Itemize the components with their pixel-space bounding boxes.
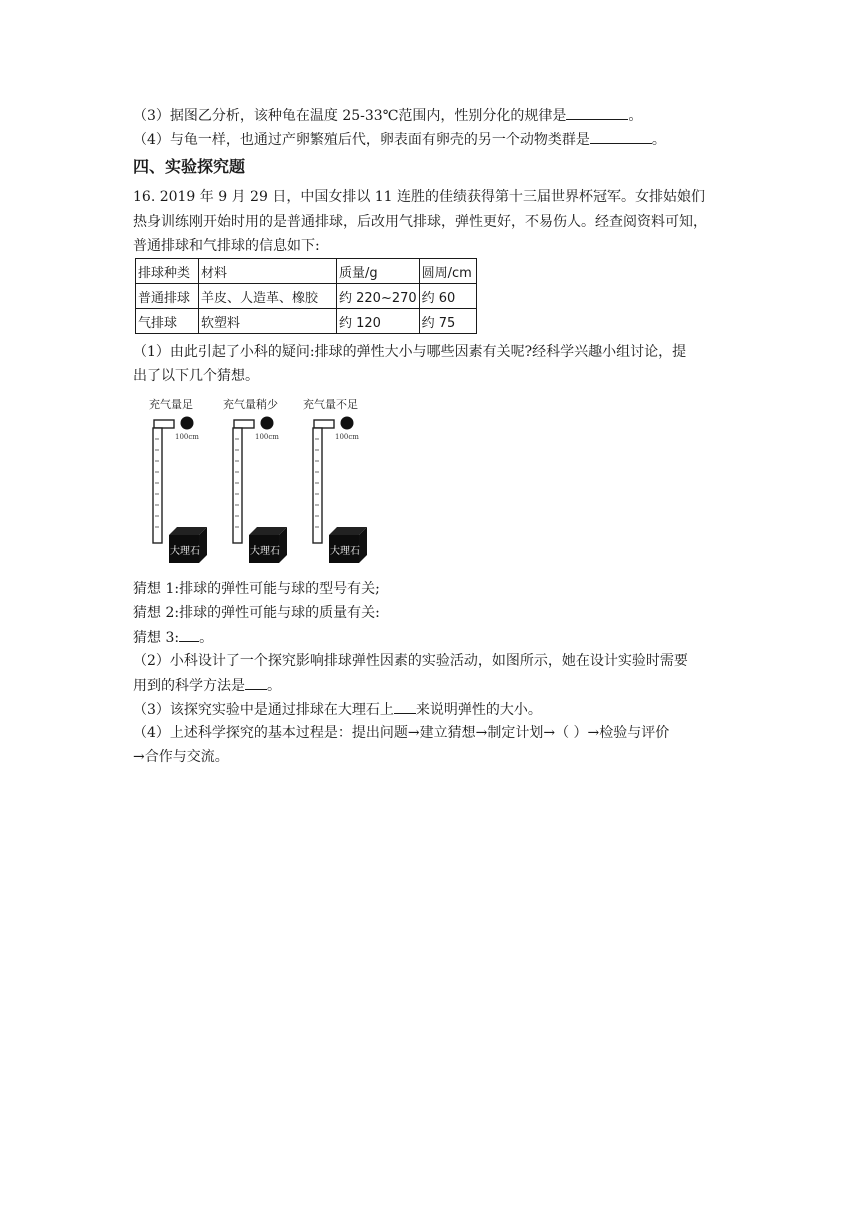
sub-question-3-text: （3）该探究实验中是通过排球在大理石上 [133, 702, 394, 718]
sub-question-1-line-1: （1）由此引起了小科的疑问:排球的弹性大小与哪些因素有关呢?经科学兴趣小组讨论，提 [133, 344, 687, 360]
ball-icon [341, 417, 354, 430]
sub-question-3-line [133, 699, 542, 720]
table-header-cell: 材料 [199, 259, 337, 284]
sub-question-2-suffix: 。 [267, 678, 281, 694]
table-cell: 约 75 [419, 309, 476, 334]
answer-blank [179, 627, 199, 642]
question-4-line [133, 129, 666, 150]
volleyball-info-table [135, 258, 477, 334]
marble-label: 大理石 [330, 546, 360, 557]
panel-label: 充气量稍少 [223, 398, 278, 411]
ball-icon [181, 417, 194, 430]
table-cell: 普通排球 [136, 284, 199, 309]
height-label: 100cm [175, 433, 199, 441]
release-bracket [154, 420, 174, 428]
answer-blank [245, 675, 267, 690]
guess-2: 猜想 2:排球的弹性可能与球的质量有关: [133, 605, 380, 621]
q16-intro-line-2: 热身训练刚开始时用的是普通排球，后改用气排球，弹性更好，不易伤人。经查阅资料可知， [133, 214, 707, 230]
bounce-experiment-figure [143, 395, 383, 571]
guess-3-text: 猜想 3: [133, 630, 180, 646]
ball-icon [261, 417, 274, 430]
marble-label: 大理石 [250, 546, 280, 557]
q16-intro-line-1: 16. 2019 年 9 月 29 日，中国女排以 11 连胜的佳绩获得第十三届世界杯冠军。女排姑娘们 [133, 189, 706, 205]
question-3-text: （3）据图乙分析，该种龟在温度 25-33℃范围内，性别分化的规律是 [133, 108, 567, 124]
sub-question-3-suffix: 来说明弹性的大小。 [415, 702, 542, 718]
question-4-suffix: 。 [651, 132, 666, 148]
table-cell: 气排球 [136, 309, 199, 334]
answer-blank [590, 129, 652, 144]
table-cell: 羊皮、人造革、橡胶 [199, 284, 337, 309]
question-3-suffix: 。 [628, 108, 643, 124]
sub-question-1-line-2: 出了以下几个猜想。 [133, 368, 259, 384]
ruler-icon [153, 428, 162, 543]
experiment-panel-full [149, 397, 207, 563]
ruler-icon [313, 428, 322, 543]
table-header-cell: 圆周/cm [419, 259, 476, 284]
table-cell: 约 220~270 [337, 284, 420, 309]
answer-blank [566, 105, 628, 120]
question-4-text: （4）与龟一样，也通过产卵繁殖后代，卵表面有卵壳的另一个动物类群是 [133, 132, 590, 148]
guess-3-suffix: 。 [199, 630, 214, 646]
sub-question-2-line-1: （2）小科设计了一个探究影响排球弹性因素的实验活动，如图所示，她在设计实验时需要 [133, 653, 688, 669]
sub-question-2-text: 用到的科学方法是 [133, 678, 245, 694]
release-bracket [234, 420, 254, 428]
experiment-panel-insufficient [303, 397, 367, 563]
table-cell: 软塑料 [199, 309, 337, 334]
table-row [136, 309, 477, 334]
question-3-line [133, 105, 642, 126]
sub-question-4-line-2: →合作与交流。 [133, 749, 229, 765]
table-header-cell: 质量/g [337, 259, 420, 284]
q16-intro-line-3: 普通排球和气排球的信息如下: [133, 238, 320, 254]
sub-question-4-line-1: （4）上述科学探究的基本过程是：提出问题→建立猜想→制定计划→（ ）→检验与评价 [133, 725, 670, 741]
table-header-row [136, 259, 477, 284]
marble-label: 大理石 [170, 546, 200, 557]
experiment-panel-slightly-low [223, 397, 287, 563]
table-row [136, 284, 477, 309]
section-heading: 四、实验探究题 [133, 157, 246, 176]
table-cell: 约 60 [419, 284, 476, 309]
ruler-icon [233, 428, 242, 543]
guess-3-line [133, 627, 213, 648]
sub-question-2-line-2 [133, 675, 281, 696]
height-label: 100cm [255, 433, 279, 441]
panel-label: 充气量不足 [303, 398, 358, 411]
table-cell: 约 120 [337, 309, 420, 334]
bounce-experiment-svg [143, 395, 383, 567]
guess-1: 猜想 1:排球的弹性可能与球的型号有关; [133, 581, 380, 597]
panel-label: 充气量足 [149, 398, 193, 411]
height-label: 100cm [335, 433, 359, 441]
answer-blank [394, 699, 416, 714]
release-bracket [314, 420, 334, 428]
table-header-cell: 排球种类 [136, 259, 199, 284]
